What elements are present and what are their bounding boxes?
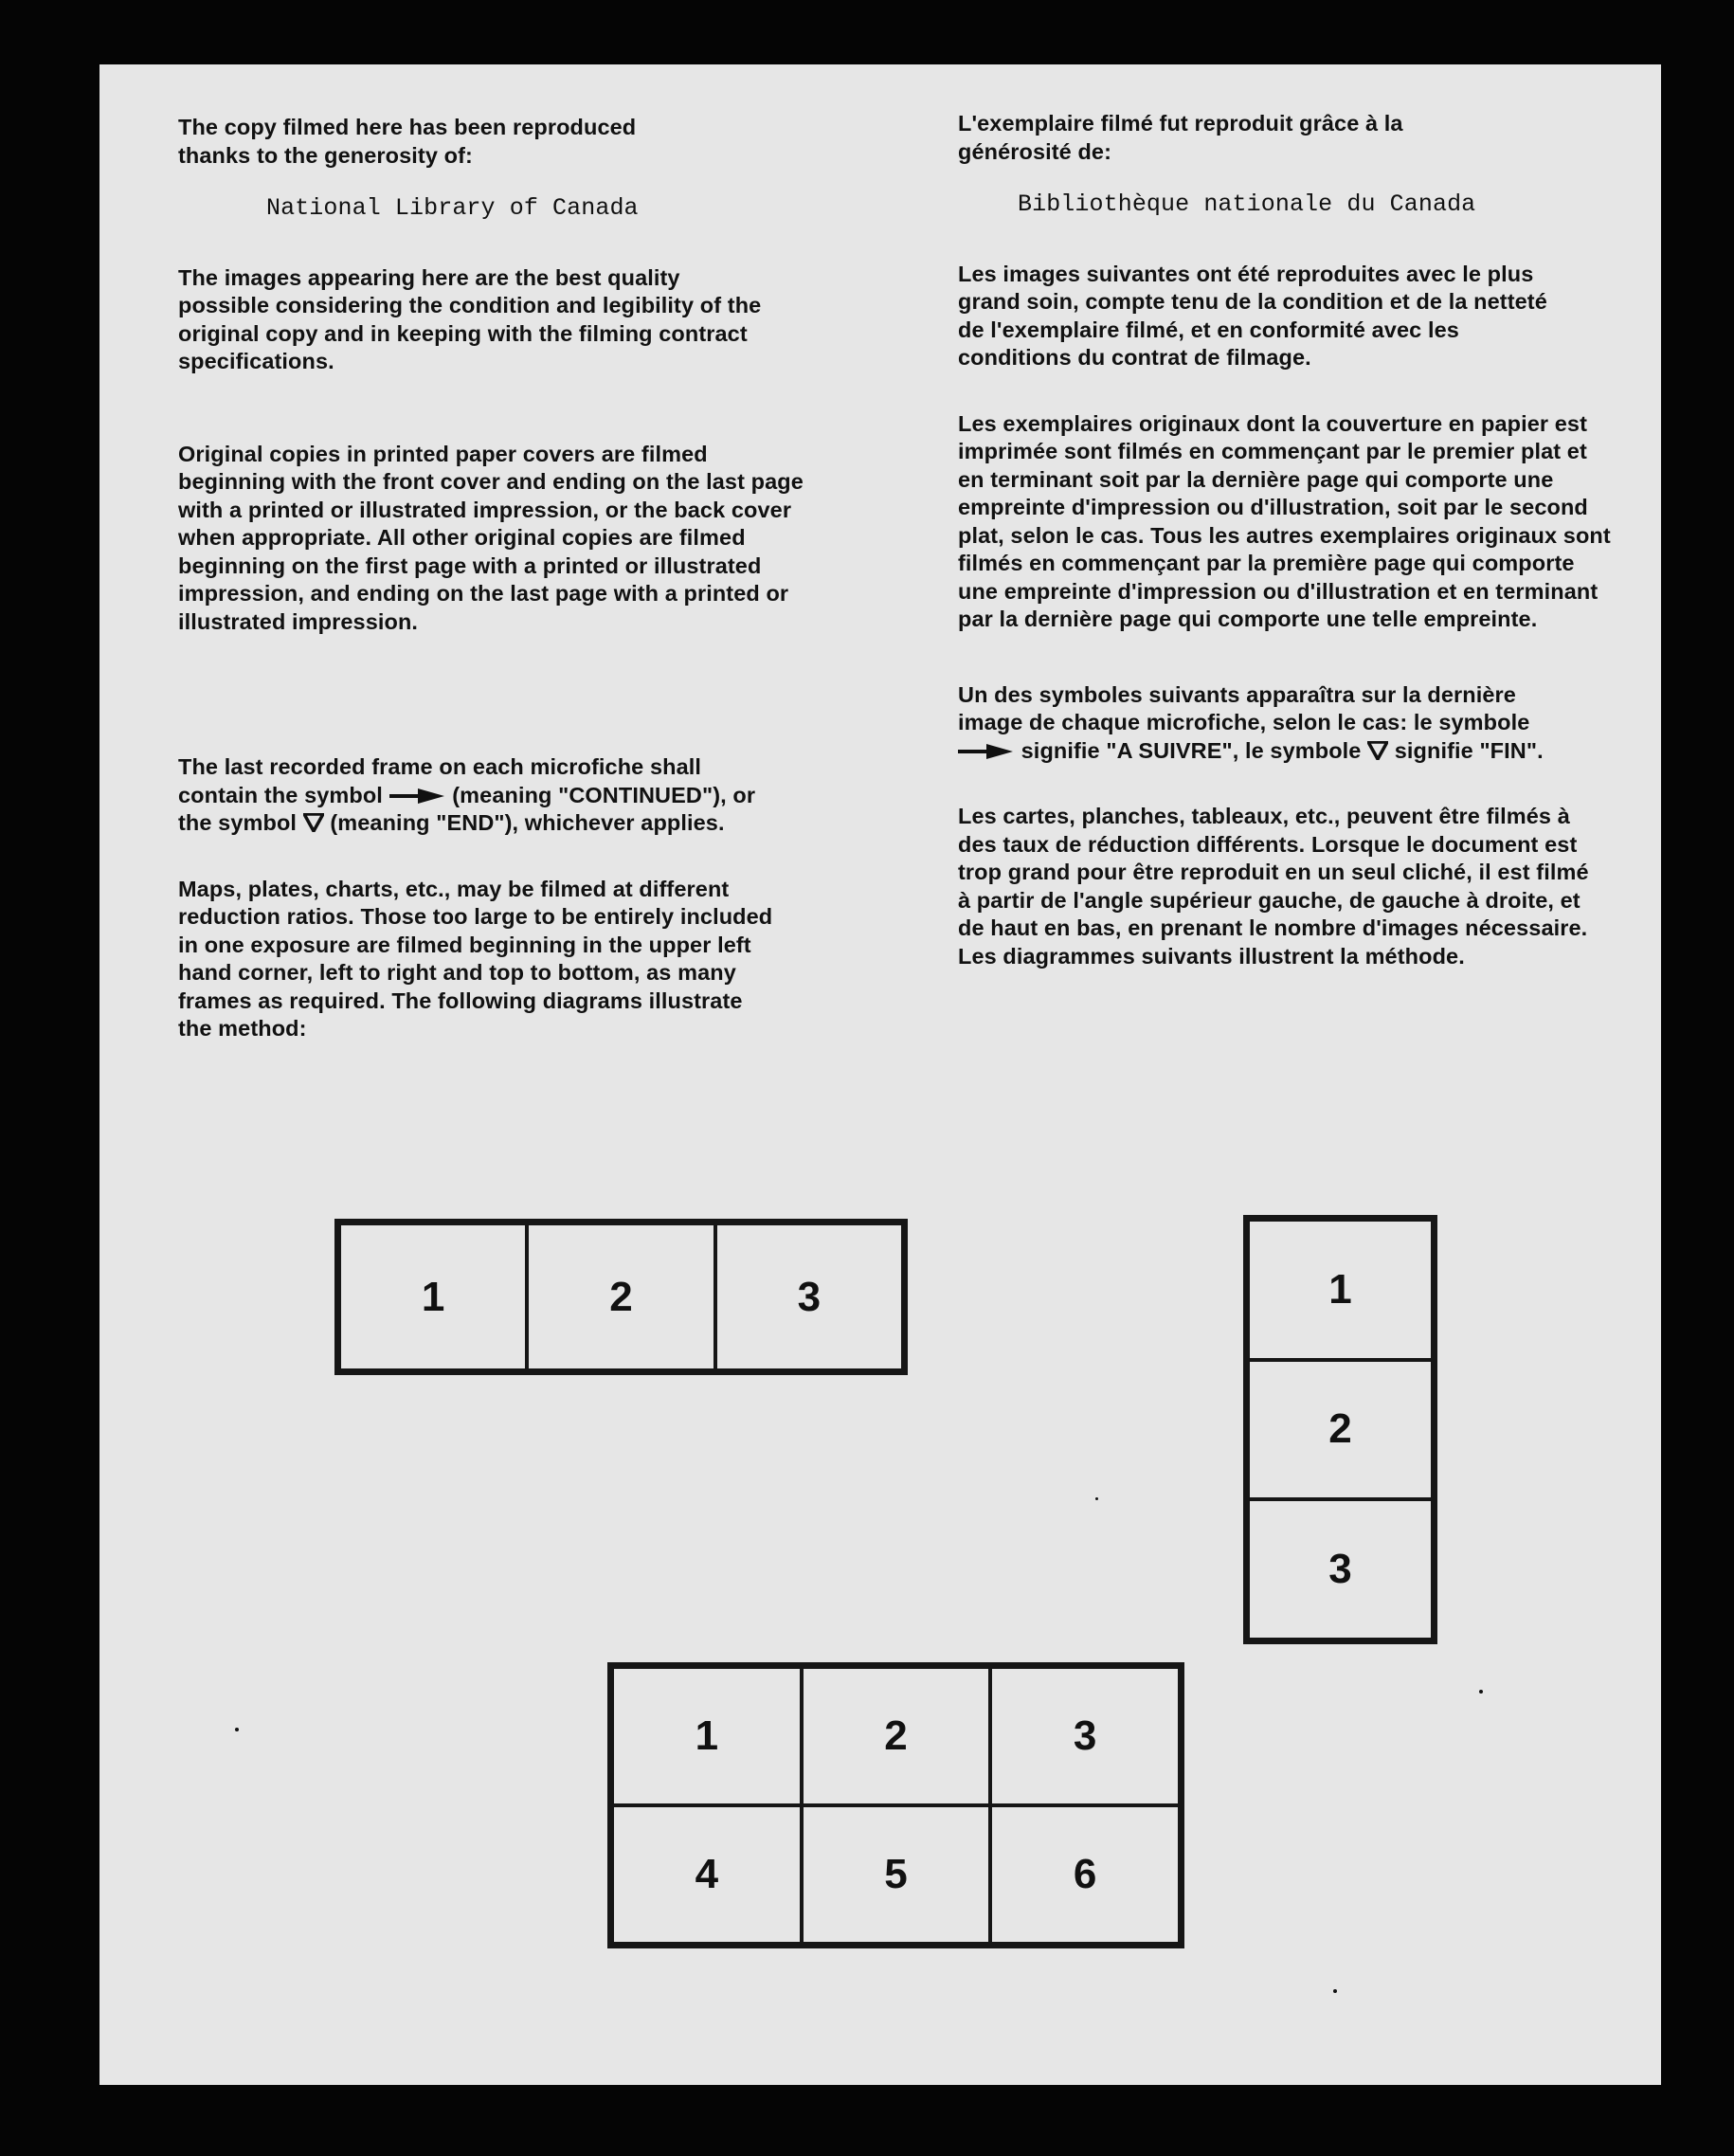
symbols-text-en-part2: (meaning "CONTINUED"), or the symbol <box>178 782 756 835</box>
diagram-three-vertical <box>1243 1215 1437 1644</box>
frame-cell: 6 <box>990 1805 1180 1944</box>
frame-cell: 2 <box>527 1223 714 1370</box>
symbols-text-en <box>178 753 756 838</box>
thanks-text-en: The copy filmed here has been reproduced thanks to the generosity of: <box>178 115 637 168</box>
maps-text-fr: Les cartes, planches, tableaux, etc., peuvent être filmés à des taux de réduction différents. Lorsque le document est trop grand pour être reproduit en un seul cliché, il est filmé à partir de l'angle supérieur gauche, de gauche à droite, et de haut en bas, en prenant le nombre d'images nécessaire. Les diagrammes suivants illustrent la méthode. <box>958 804 1589 969</box>
symbols-text-fr-part1: Un des symboles suivants apparaîtra sur la dernière image de chaque microfiche, selon le cas: le symbole <box>958 681 1530 734</box>
frame-cell: 3 <box>715 1223 903 1370</box>
quality-text-fr: Les images suivantes ont été reproduites avec le plus grand soin, compte tenu de la condition et de la netteté de l'exemplaire filmé, et en conformité avec les conditions du contrat de filmage. <box>958 261 1547 370</box>
frame-cell: 3 <box>1248 1499 1433 1640</box>
frame-cell: 1 <box>339 1223 527 1370</box>
frame-cell: 1 <box>612 1667 802 1805</box>
symbols-text-en-part3: (meaning "END"), whichever applies. <box>330 810 725 835</box>
french-column <box>958 110 1612 970</box>
symbols-text-fr <box>958 681 1564 766</box>
thanks-text-fr: L'exemplaire filmé fut reproduit grâce à la générosité de: <box>958 111 1403 164</box>
symbols-text-en-part1: The last recorded frame on each microfiche shall contain the symbol <box>178 754 702 807</box>
diagram-six-frames <box>607 1662 1184 1948</box>
frame-cell: 2 <box>1248 1360 1433 1500</box>
quality-text-en: The images appearing here are the best quality possible considering the condition and legibility of the original copy and in keeping with the filming contract specifications. <box>178 264 762 373</box>
covers-text-fr: Les exemplaires originaux dont la couverture en papier est imprimée sont filmés en commençant par le premier plat et en terminant soit par la dernière page qui comporte une empreinte d'impression ou d'illustration, soit par le second plat, selon le cas. Tous les autres exemplaires originaux sont filmés en commençant par la première page qui comporte une empreinte d'impression ou d'illustration et en terminant par la dernière page qui comporte une telle empreinte. <box>958 410 1611 631</box>
maps-text-en: Maps, plates, charts, etc., may be filmed at different reduction ratios. Those too large to be entirely included in one exposure are filmed beginning in the upper left hand corner, left to right and top to bottom, as many frames as required. The following diagrams illustrate the method: <box>178 876 773 1041</box>
fin-triangle-icon <box>1367 741 1388 760</box>
filmed-page <box>99 64 1661 2085</box>
continued-arrow-icon <box>389 788 446 805</box>
dust-speck <box>235 1728 239 1731</box>
library-name-en: National Library of Canada <box>266 194 639 222</box>
frame-cell: 4 <box>612 1805 802 1944</box>
symbols-text-fr-part2: signifie "A SUIVRE", le symbole <box>1021 737 1362 763</box>
suivre-arrow-icon <box>958 743 1015 760</box>
dust-speck <box>1333 1989 1337 1993</box>
covers-text-en: Original copies in printed paper covers are filmed beginning with the front cover and ending on the last page with a printed or illustrated impression, or the back cover when appropriate. All other original copies are filmed beginning on the first page with a printed or illustrated impression, and ending on the last page with a printed or illustrated impression. <box>178 441 804 634</box>
diagram-three-horizontal <box>334 1219 908 1375</box>
frame-cell: 3 <box>990 1667 1180 1805</box>
frame-cell: 5 <box>802 1805 991 1944</box>
library-name-fr: Bibliothèque nationale du Canada <box>1018 190 1476 218</box>
end-triangle-icon <box>303 813 324 832</box>
frame-cell: 1 <box>1248 1220 1433 1360</box>
symbols-text-fr-part3: signifie "FIN". <box>1394 737 1544 763</box>
frame-cell: 2 <box>802 1667 991 1805</box>
english-column <box>178 114 804 1043</box>
dust-speck <box>1479 1690 1483 1694</box>
dust-speck <box>1095 1497 1098 1500</box>
